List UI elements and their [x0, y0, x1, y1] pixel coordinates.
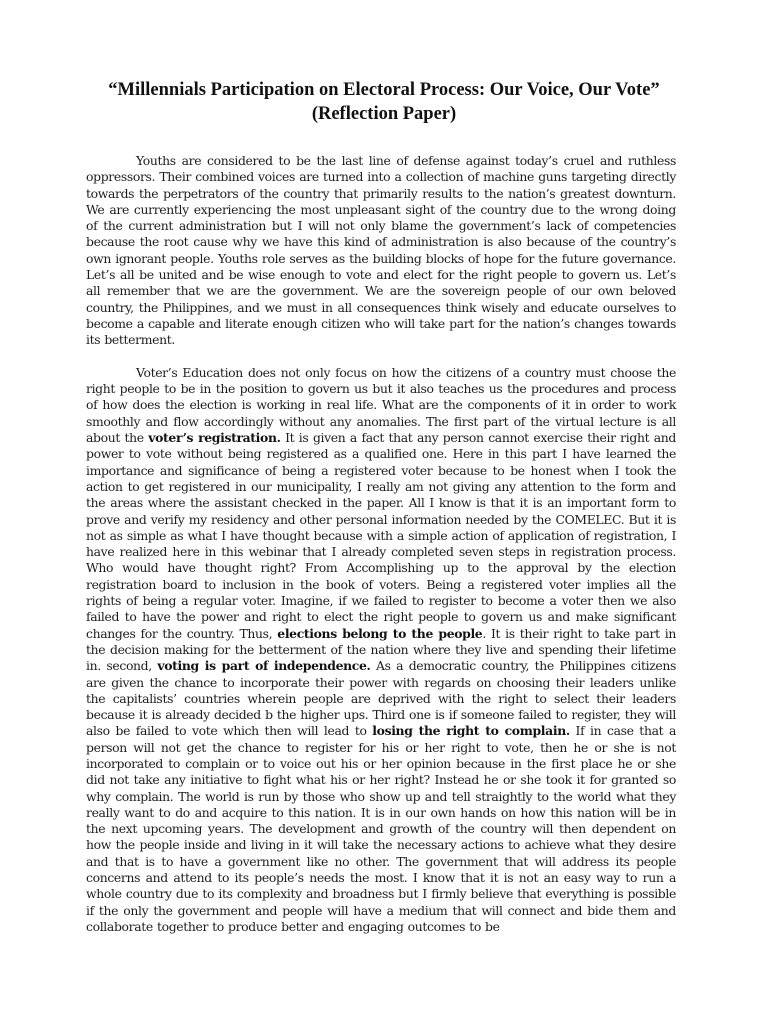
title-line-main: “Millennials Participation on Electoral Process: Our Voice, Our Vote” [108, 80, 660, 100]
bold-phrase-losing-right-to-complain: losing the right to complain. [372, 723, 570, 739]
paragraph-text-segment: If in case that a person will not get the chance to register for his or her right to vote, then he or she is not incorporated to complain or to voice out his or her opinion because in the first place he or she did not take any initiative to fight what his or her right? Instead he or she took it for granted so why complain. The world is run by those who show up and tell straightly to the world what they really want to do and acquire to this nation. It is in our own hands on how this nation will be in the next upcoming years. The development and growth of the country will then dependent on how the people inside and living in it will take the necessary actions to achieve what they desire and that is to have a government like no other. The government that will address its people concerns and attend to its people’s needs the most. I know that it is not an easy way to run a whole country due to its complexity and broadness but I firmly believe that everything is possible if the only the government and people will have a medium that will connect and bide them and collaborate together to produce better and engaging outcomes to be [86, 723, 676, 934]
document-title [0, 78, 768, 126]
paragraph-text-segment: Voter’s Education does not only focus on how the citizens of a country must choose the right people to be in the position to govern us but it also teaches us the procedures and process of how does the election is working in real life. What are the components of it in order to work smoothly and flow accordingly without any anomalies. The first part of the virtual lecture is all about the [86, 364, 676, 446]
bold-phrase-voters-registration: voter’s registration. [148, 430, 281, 446]
paragraph-text-segment: As a democratic country, the Philippines citizens are given the chance to incorporate their power with regards on choosing their leaders unlike the capitalists’ countries wherein people are deprived with the right to select their leaders because it is already decided b the higher ups. Third one is if someone failed to register, they will also be failed to vote which then will lead to [86, 658, 677, 739]
title-line-subtitle: (Reflection Paper) [311, 104, 457, 124]
bold-phrase-voting-independence: voting is part of independence. [157, 658, 371, 674]
paragraph-introduction: Youths are considered to be the last line of defense against today’s cruel and ruthless oppressors. Their combined voices are turned into a collection of machine guns targeting directly towards the perpetrators of the country that primarily results to the nation’s greatest downturn. We are currently experiencing the most unpleasant sight of the country due to the wrong doing of the current administration but I will not only blame the government’s lack of competencies because the root cause why we have this kind of administration is also because of the country’s own ignorant people. Youths role serves as the building blocks of hope for the future governance. Let’s all be united and be wise enough to vote and elect for the right people to govern us. Let’s all remember that we are the government. We are the sovereign people of our own beloved country, the Philippines, and we must in all consequences think wisely and educate ourselves to become a capable and literate enough citizen who will take part for the nation’s changes towards its betterment. [86, 153, 676, 348]
paragraph-voters-education [86, 365, 676, 935]
bold-phrase-elections-belong-to-people: elections belong to the people [277, 625, 483, 641]
document-body [86, 153, 676, 935]
paragraph-text-segment: It is given a fact that any person cannot exercise their right and power to vote without being registered as a qualified one. Here in this part I have learned the importance and significance of being a registered voter because to be honest when I took the action to get registered in our municipality, I really am not giving any attention to the form and the areas where the assistant checked in the paper. All I know is that it is an important form to prove and verify my residency and other personal information needed by the COMELEC. But it is not as simple as what I have thought because with a simple action of application of registration, I have realized here in this webinar that I already completed seven steps in registration process. Who would have thought right? From Accomplishing up to the approval by the election registration board to inclusion in the book of voters. Being a registered voter implies all the rights of being a regular voter. Imagine, if we failed to register to become a voter then we also failed to have the power and right to elect the right people to govern us and make significant changes for the country. Thus, [86, 430, 676, 641]
paragraph-text-segment: . It is their right to take part in the decision making for the betterment of the nation where they live and spending their lifetime in. second, [86, 625, 676, 674]
